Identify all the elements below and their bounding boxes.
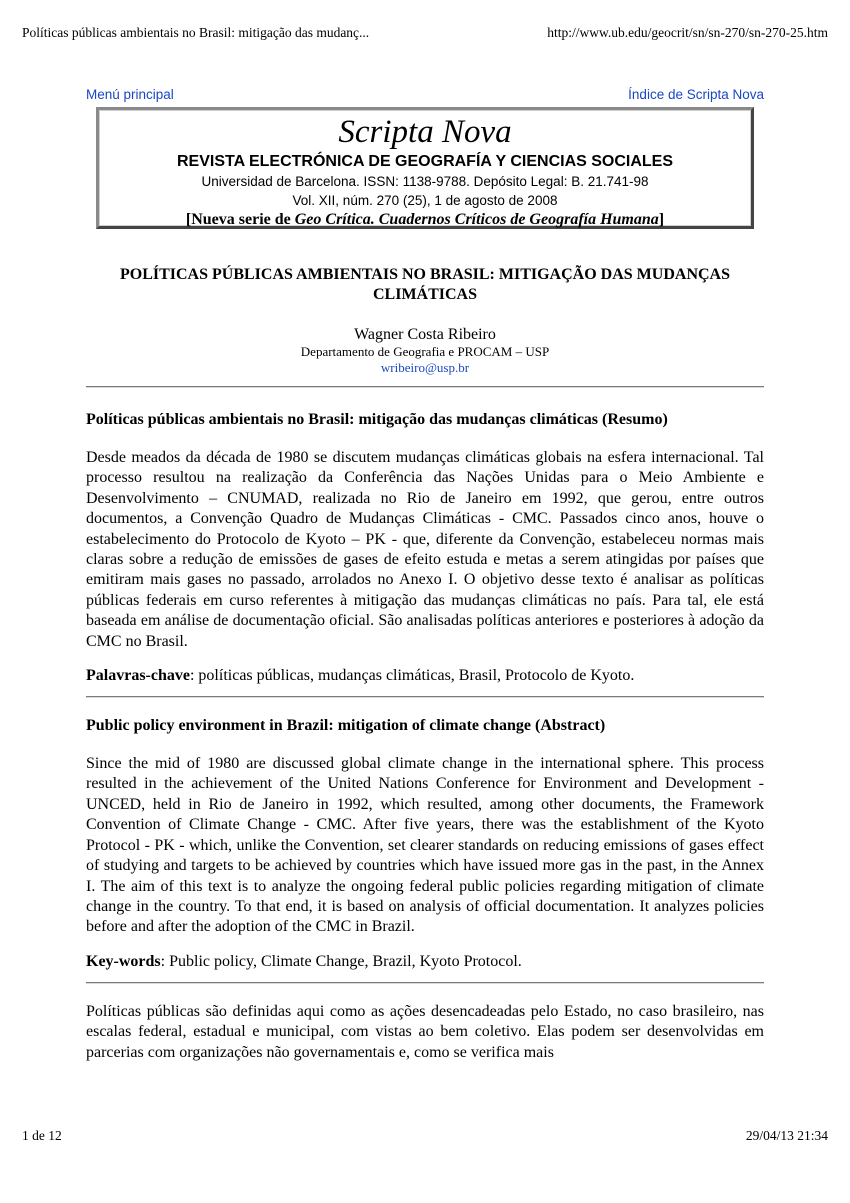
journal-masthead <box>96 107 754 229</box>
abstract-heading: Public policy environment in Brazil: mitigation of climate change (Abstract) <box>86 717 606 735</box>
journal-issn: Universidad de Barcelona. ISSN: 1138-9788. Depósito Legal: B. 21.741-98 <box>201 174 649 189</box>
divider <box>86 982 764 984</box>
series-italic: Geo Crítica. Cuadernos Críticos de Geografía Humana <box>294 211 659 228</box>
menu-principal-link[interactable]: Menú principal <box>86 87 174 102</box>
index-scripta-nova-link[interactable]: Índice de Scripta Nova <box>628 87 764 102</box>
page-number: 1 de 12 <box>22 1128 62 1143</box>
author-affiliation: Departamento de Geografia e PROCAM – USP <box>300 344 550 359</box>
print-header-url: http://www.ub.edu/geocrit/sn/sn-270/sn-270-25.htm <box>547 25 828 40</box>
resumo-text: Desde meados da década de 1980 se discutem mudanças climáticas globais na esfera internacional. Tal processo resultou na realização da Conferência das Nações Unidas para o Meio Ambiente e Desenvolvimento – CNUMAD, realizada no Rio de Janeiro em 1992, que gerou, entre outros documentos, a Convenção Quadro de Mudanças Climáticas - CMC. Passados cinco anos, houve o estabelecimento do Protocolo de Kyoto – PK - que, diferente da Convenção, estabeleceu normas mais claras sobre a redução de emissões de gases de efeito estuda e metas a serem atingidas por países que emitiram mais gases no passado, arrolados no Anexo I. O objetivo desse texto é analisar as políticas públicas federais em curso referentes à mitigação das mudanças climáticas no país. Para tal, ele está baseada em análise de documentação oficial. São analisadas políticas anteriores e posteriores à adoção da CMC no Brasil. <box>86 449 764 650</box>
author-email-link[interactable]: wribeiro@usp.br <box>380 360 470 375</box>
abstract-keywords-text: : Public policy, Climate Change, Brazil, Kyoto Protocol. <box>160 952 522 970</box>
divider <box>86 696 764 698</box>
top-nav <box>86 87 764 102</box>
resumo-heading: Políticas públicas ambientais no Brasil: mitigação das mudanças climáticas (Resumo) <box>86 411 668 428</box>
intro-text: Políticas públicas são definidas aqui como as ações desencadeadas pelo Estado, no caso brasileiro, nas escalas federal, estadual e municipal, com vistas ao bem coletivo. Elas podem ser desenvolvidas em parcerias com organizações não governamentais e, como se verifica mais <box>86 1002 764 1061</box>
series-suffix: ] <box>658 211 665 228</box>
author-email <box>86 360 764 376</box>
series-prefix: [Nueva serie de <box>185 211 295 228</box>
abstract-text: Since the mid of 1980 are discussed global climate change in the international sphere. This process resulted in the achievement of the United Nations Conference for Environment and Development - UNCED, held in Rio de Janeiro in 1992, which resulted, among other documents, the Framework Convention of Climate Change - CMC. After five years, there was the establishment of the Kyoto Protocol - PK - which, unlike the Convention, set clearer standards on reducing emissions of gases effect of studying and targets to be achieved by countries which have issued more gas in the past, in the Annex I. The aim of this text is to analyze the ongoing federal public policies regarding mitigation of climate change in the country. To that end, it is based on analysis of official documentation. It analyzes policies before and after the adoption of the CMC in Brazil. <box>86 755 764 936</box>
journal-series <box>105 210 745 230</box>
print-footer <box>22 1128 828 1144</box>
abstract-keywords <box>86 952 764 972</box>
resumo-keywords-label: Palavras-chave <box>86 667 190 685</box>
abstract-keywords-label: Key-words <box>86 952 161 970</box>
resumo-keywords-text: : políticas públicas, mudanças climáticas, Brasil, Protocolo de Kyoto. <box>189 667 635 685</box>
page-content <box>86 87 764 1063</box>
resumo-keywords <box>86 666 764 686</box>
print-header-title: Políticas públicas ambientais no Brasil: mitigação das mudanç... <box>22 25 370 40</box>
journal-subtitle: REVISTA ELECTRÓNICA DE GEOGRAFÍA Y CIENCIAS SOCIALES <box>176 153 674 170</box>
journal-volume: Vol. XII, núm. 270 (25), 1 de agosto de 2008 <box>292 193 558 208</box>
article-title: POLÍTICAS PÚBLICAS AMBIENTAIS NO BRASIL: MITIGAÇÃO DAS MUDANÇAS CLIMÁTICAS <box>119 266 730 303</box>
divider <box>86 386 764 388</box>
print-timestamp: 29/04/13 21:34 <box>745 1128 828 1143</box>
author-name: Wagner Costa Ribeiro <box>354 326 496 343</box>
journal-title: Scripta Nova <box>338 114 512 150</box>
print-header <box>22 25 828 41</box>
